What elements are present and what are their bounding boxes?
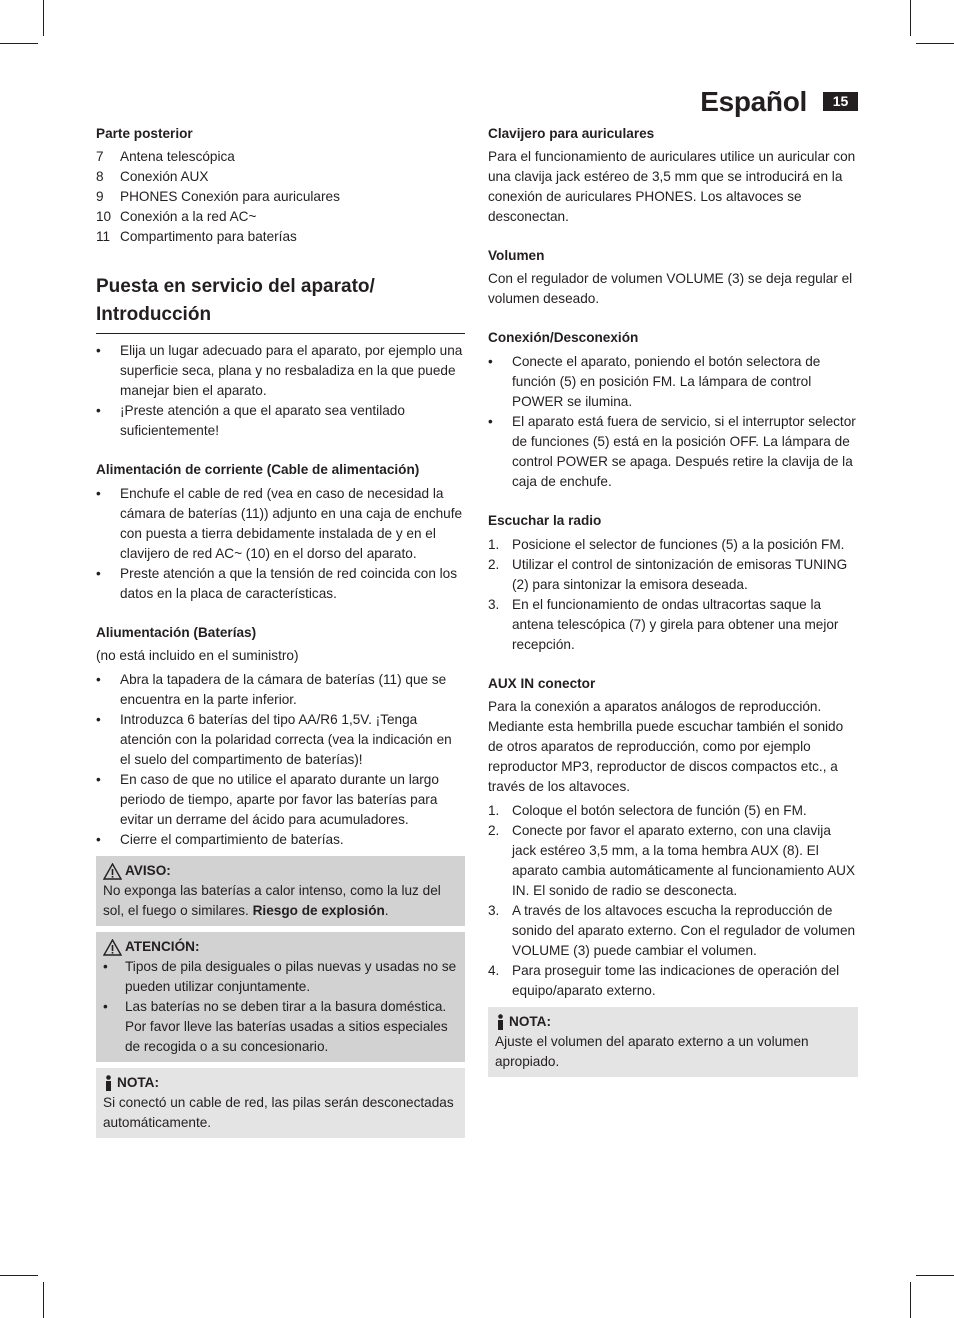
note-text: Si conectó un cable de red, las pilas serán desconectadas automáticamente. [103, 1095, 454, 1130]
rear-parts-list [96, 147, 465, 247]
aux-steps [488, 801, 858, 1001]
section-heading-setup: Puesta en servicio del aparato/ Introducción [96, 273, 465, 334]
list-item: • Preste atención a que la tensión de red coincida con los datos en la placa de características. [96, 564, 465, 604]
list-item: 4. Para proseguir tome las indicaciones de operación del equipo/aparato externo. [488, 963, 840, 998]
section-title-battery: Aliumentación (Baterías) [96, 625, 257, 640]
power-bullets [96, 484, 465, 604]
info-icon [103, 1075, 114, 1092]
warning-box [96, 856, 465, 926]
caution-bullets [103, 957, 458, 1057]
onoff-bullets [488, 352, 858, 492]
warning-title: AVISO: [125, 863, 171, 878]
note-box [488, 1007, 858, 1077]
left-column [96, 124, 465, 1138]
section-title-volume: Volumen [488, 248, 545, 263]
info-icon [495, 1014, 506, 1031]
list-item: • Elija un lugar adecuado para el aparato, por ejemplo una superficie seca, plana y no resbaladiza en la que puede manejar bien el aparato. [96, 341, 465, 401]
crop-mark [0, 43, 38, 44]
list-item: 11 Compartimento para baterías [96, 229, 297, 244]
list-item: • Abra la tapadera de la cámara de baterías (11) que se encuentra en la parte inferior. [96, 670, 465, 710]
list-item: • Enchufe el cable de red (vea en caso de necesidad la cámara de baterías (11)) adjunto en una caja de enchufe con puesta a tierra debidamente instalada de y en el clavijero de red AC~ (10) en el dorso del aparato. [96, 484, 465, 564]
note-text: Ajuste el volumen del aparato externo a un volumen apropiado. [495, 1034, 809, 1069]
list-item: 1. Posicione el selector de funciones (5) a la posición FM. [488, 537, 845, 552]
right-column [488, 124, 858, 1077]
caution-title: ATENCIÓN: [125, 939, 200, 954]
section-title-onoff: Conexión/Desconexión [488, 330, 639, 345]
list-item: 2. Utilizar el control de sintonización de emisoras TUNING (2) para sintonizar la emisora deseada. [488, 557, 848, 592]
aux-text: Para la conexión a aparatos análogos de reproducción. Mediante esta hembrilla puede escuchar también el sonido de otros aparatos de reproducción, como por ejemplo reproductor MP3, reproductor de discos compactos etc., a través de los altavoces. [488, 699, 844, 794]
list-item: 2. Conecte por favor el aparato externo, con una clavija jack estéreo 3,5 mm, a la toma hembra AUX (8). El aparato cambia automáticamente al funcionamiento AUX IN. El sonido de radio se desconecta. [488, 823, 856, 898]
section-title-rear: Parte posterior [96, 126, 193, 141]
list-item: 8 Conexión AUX [96, 169, 209, 184]
headphones-text: Para el funcionamiento de auriculares utilice un auricular con una clavija jack estéreo de 3,5 mm que se introducirá en la conexión de auriculares PHONES. Los altavoces se desconectan. [488, 149, 856, 224]
list-item: 9 PHONES Conexión para auriculares [96, 189, 340, 204]
list-item: • En caso de que no utilice el aparato durante un largo periodo de tiempo, aparte por favor las baterías para evitar un derrame del ácido para acumuladores. [96, 770, 465, 830]
list-item: • Tipos de pila desiguales o pilas nuevas y usadas no se pueden utilizar conjuntamente. [103, 957, 458, 997]
note-box [96, 1068, 465, 1138]
crop-mark [43, 0, 44, 36]
list-item: • Conecte el aparato, poniendo el botón selectora de función (5) en posición FM. La lámpara de control POWER se ilumina. [488, 352, 858, 412]
setup-bullets [96, 341, 465, 441]
page-title: Español [700, 86, 807, 117]
list-item: 1. Coloque el botón selectora de función (5) en FM. [488, 803, 807, 818]
list-item: • ¡Preste atención a que el aparato sea ventilado suficientemente! [96, 401, 465, 441]
list-item: 10 Conexión a la red AC~ [96, 209, 257, 224]
list-item: 3. A través de los altavoces escucha la reproducción de sonido del aparato externo. Con el regulador de volumen VOLUME (3) puede cambiar el volumen. [488, 903, 856, 958]
list-item: • Introduzca 6 baterías del tipo AA/R6 1,5V. ¡Tenga atención con la polaridad correcta (vea la indicación en el suelo del compartimento de baterías)! [96, 710, 465, 770]
list-item: • Cierre el compartimiento de baterías. [96, 830, 465, 850]
section-title-aux: AUX IN conector [488, 676, 596, 691]
list-item: • El aparato está fuera de servicio, si el interruptor selector de funciones (5) está en la posición OFF. La lámpara de control POWER se apaga. Después retire la clavija de la caja de enchufe. [488, 412, 858, 492]
section-title-power: Alimentación de corriente (Cable de alimentación) [96, 462, 420, 477]
radio-steps [488, 535, 858, 655]
crop-mark [916, 43, 954, 44]
crop-mark [916, 1275, 954, 1276]
caution-box [96, 932, 465, 1062]
volume-text: Con el regulador de volumen VOLUME (3) se deja regular el volumen deseado. [488, 271, 853, 306]
list-item: • Las baterías no se deben tirar a la basura doméstica. Por favor lleve las baterías usadas a sitios especiales de recogida o a su concesionario. [103, 997, 458, 1057]
battery-subtitle: (no está incluido en el suministro) [96, 648, 299, 663]
note-title: NOTA: [117, 1075, 160, 1090]
list-item: 7 Antena telescópica [96, 149, 235, 164]
warning-text: No exponga las baterías a calor intenso, como la luz del sol, el fuego o similares. Riesgo de explosión. [103, 883, 441, 918]
note-title: NOTA: [509, 1014, 552, 1029]
crop-mark [910, 0, 911, 36]
page-number: 15 [823, 92, 858, 111]
section-title-radio: Escuchar la radio [488, 513, 602, 528]
warning-triangle-icon [103, 939, 122, 956]
crop-mark [43, 1282, 44, 1318]
warning-triangle-icon [103, 863, 122, 880]
section-title-headphones: Clavijero para auriculares [488, 126, 655, 141]
crop-mark [910, 1282, 911, 1318]
list-item: 3. En el funcionamiento de ondas ultracortas saque la antena telescópica (7) y girela para obtener una mejor recepción. [488, 597, 839, 652]
crop-mark [0, 1275, 38, 1276]
battery-bullets [96, 670, 465, 850]
